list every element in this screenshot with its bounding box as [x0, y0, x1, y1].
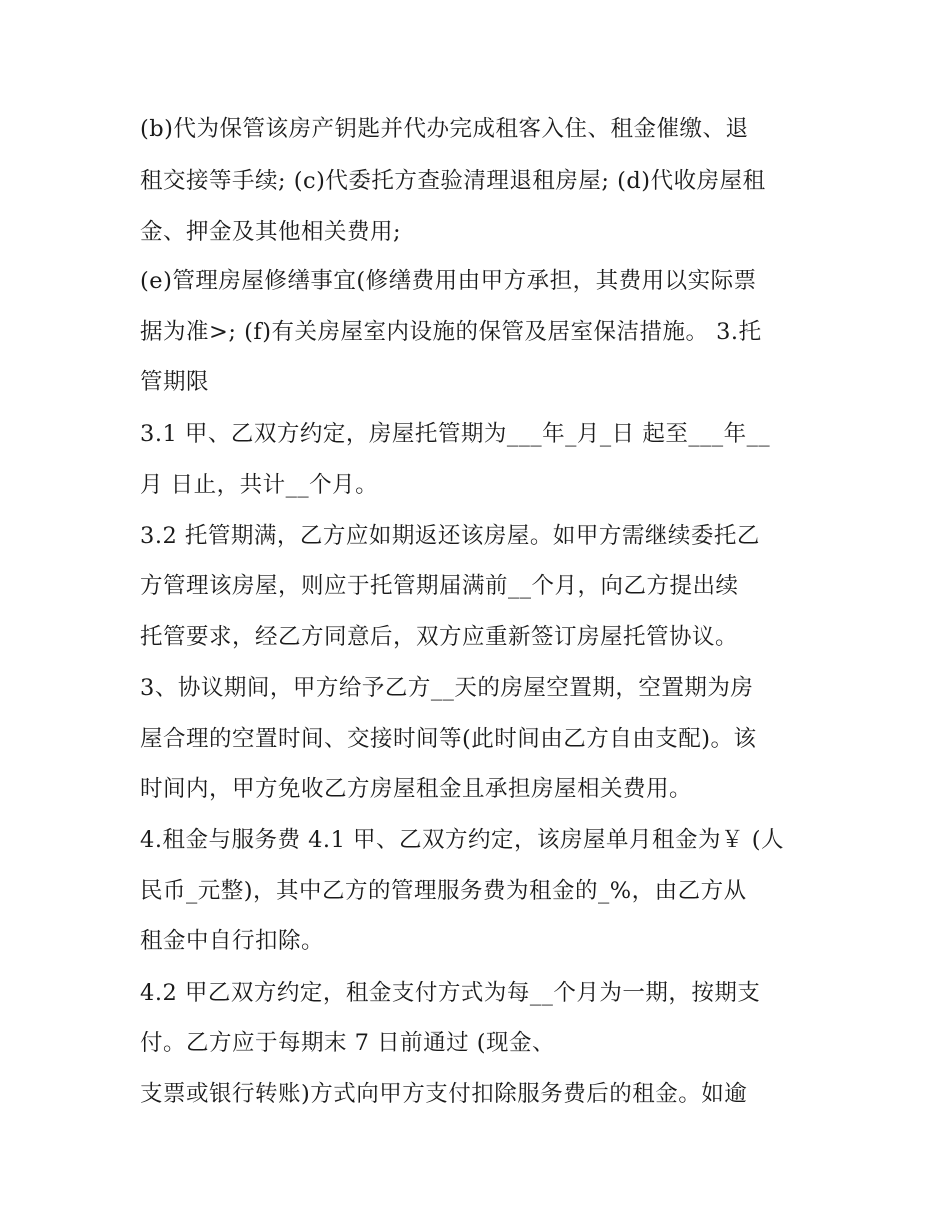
- text-line: 3.2 托管期满，乙方应如期返还该房屋。如甲方需继续委托乙: [140, 523, 760, 549]
- text-line: (b)代为保管该房产钥匙并代办完成租客入住、租金催缴、退: [140, 116, 749, 142]
- text-line: 屋合理的空置时间、交接时间等(此时间由乙方自由支配)。该: [140, 726, 757, 752]
- text-line: 月 日止，共计__个月。: [140, 472, 379, 498]
- text-line: 支票或银行转账)方式向甲方支付扣除服务费后的租金。如逾: [140, 1081, 748, 1107]
- text-line: 方管理该房屋，则应于托管期届满前__个月，向乙方提出续: [140, 573, 739, 599]
- text-line: 4.租金与服务费 4.1 甲、乙双方约定，该房屋单月租金为￥ (人: [140, 827, 784, 853]
- text-line: 4.2 甲乙双方约定，租金支付方式为每__个月为一期，按期支: [140, 980, 761, 1006]
- text-line: 3.1 甲、乙双方约定，房屋托管期为___年_月_日 起至___年__: [140, 421, 771, 447]
- text-line: 3、协议期间，甲方给予乙方__天的房屋空置期，空置期为房: [140, 675, 754, 701]
- text-line: 时间内，甲方免收乙方房屋租金且承担房屋相关费用。: [140, 776, 693, 802]
- text-line: 管期限: [140, 369, 210, 395]
- text-line: 金、押金及其他相关费用;: [140, 219, 402, 245]
- text-line: 租交接等手续; (c)代委托方查验清理退租房屋; (d)代收房屋租: [140, 168, 766, 194]
- text-line: 托管要求，经乙方同意后，双方应重新签订房屋托管协议。: [140, 624, 739, 650]
- text-line: 租金中自行扣除。: [140, 928, 325, 954]
- text-line: 民币_元整)，其中乙方的管理服务费为租金的_%，由乙方从: [140, 878, 747, 904]
- text-line: 付。乙方应于每期末 7 日前通过 (现金、: [140, 1030, 556, 1056]
- text-line: (e)管理房屋修缮事宜(修缮费用由甲方承担，其费用以实际票: [140, 268, 757, 294]
- text-line: 据为准>; (f)有关房屋室内设施的保管及居室保洁措施。 3.托: [140, 319, 762, 345]
